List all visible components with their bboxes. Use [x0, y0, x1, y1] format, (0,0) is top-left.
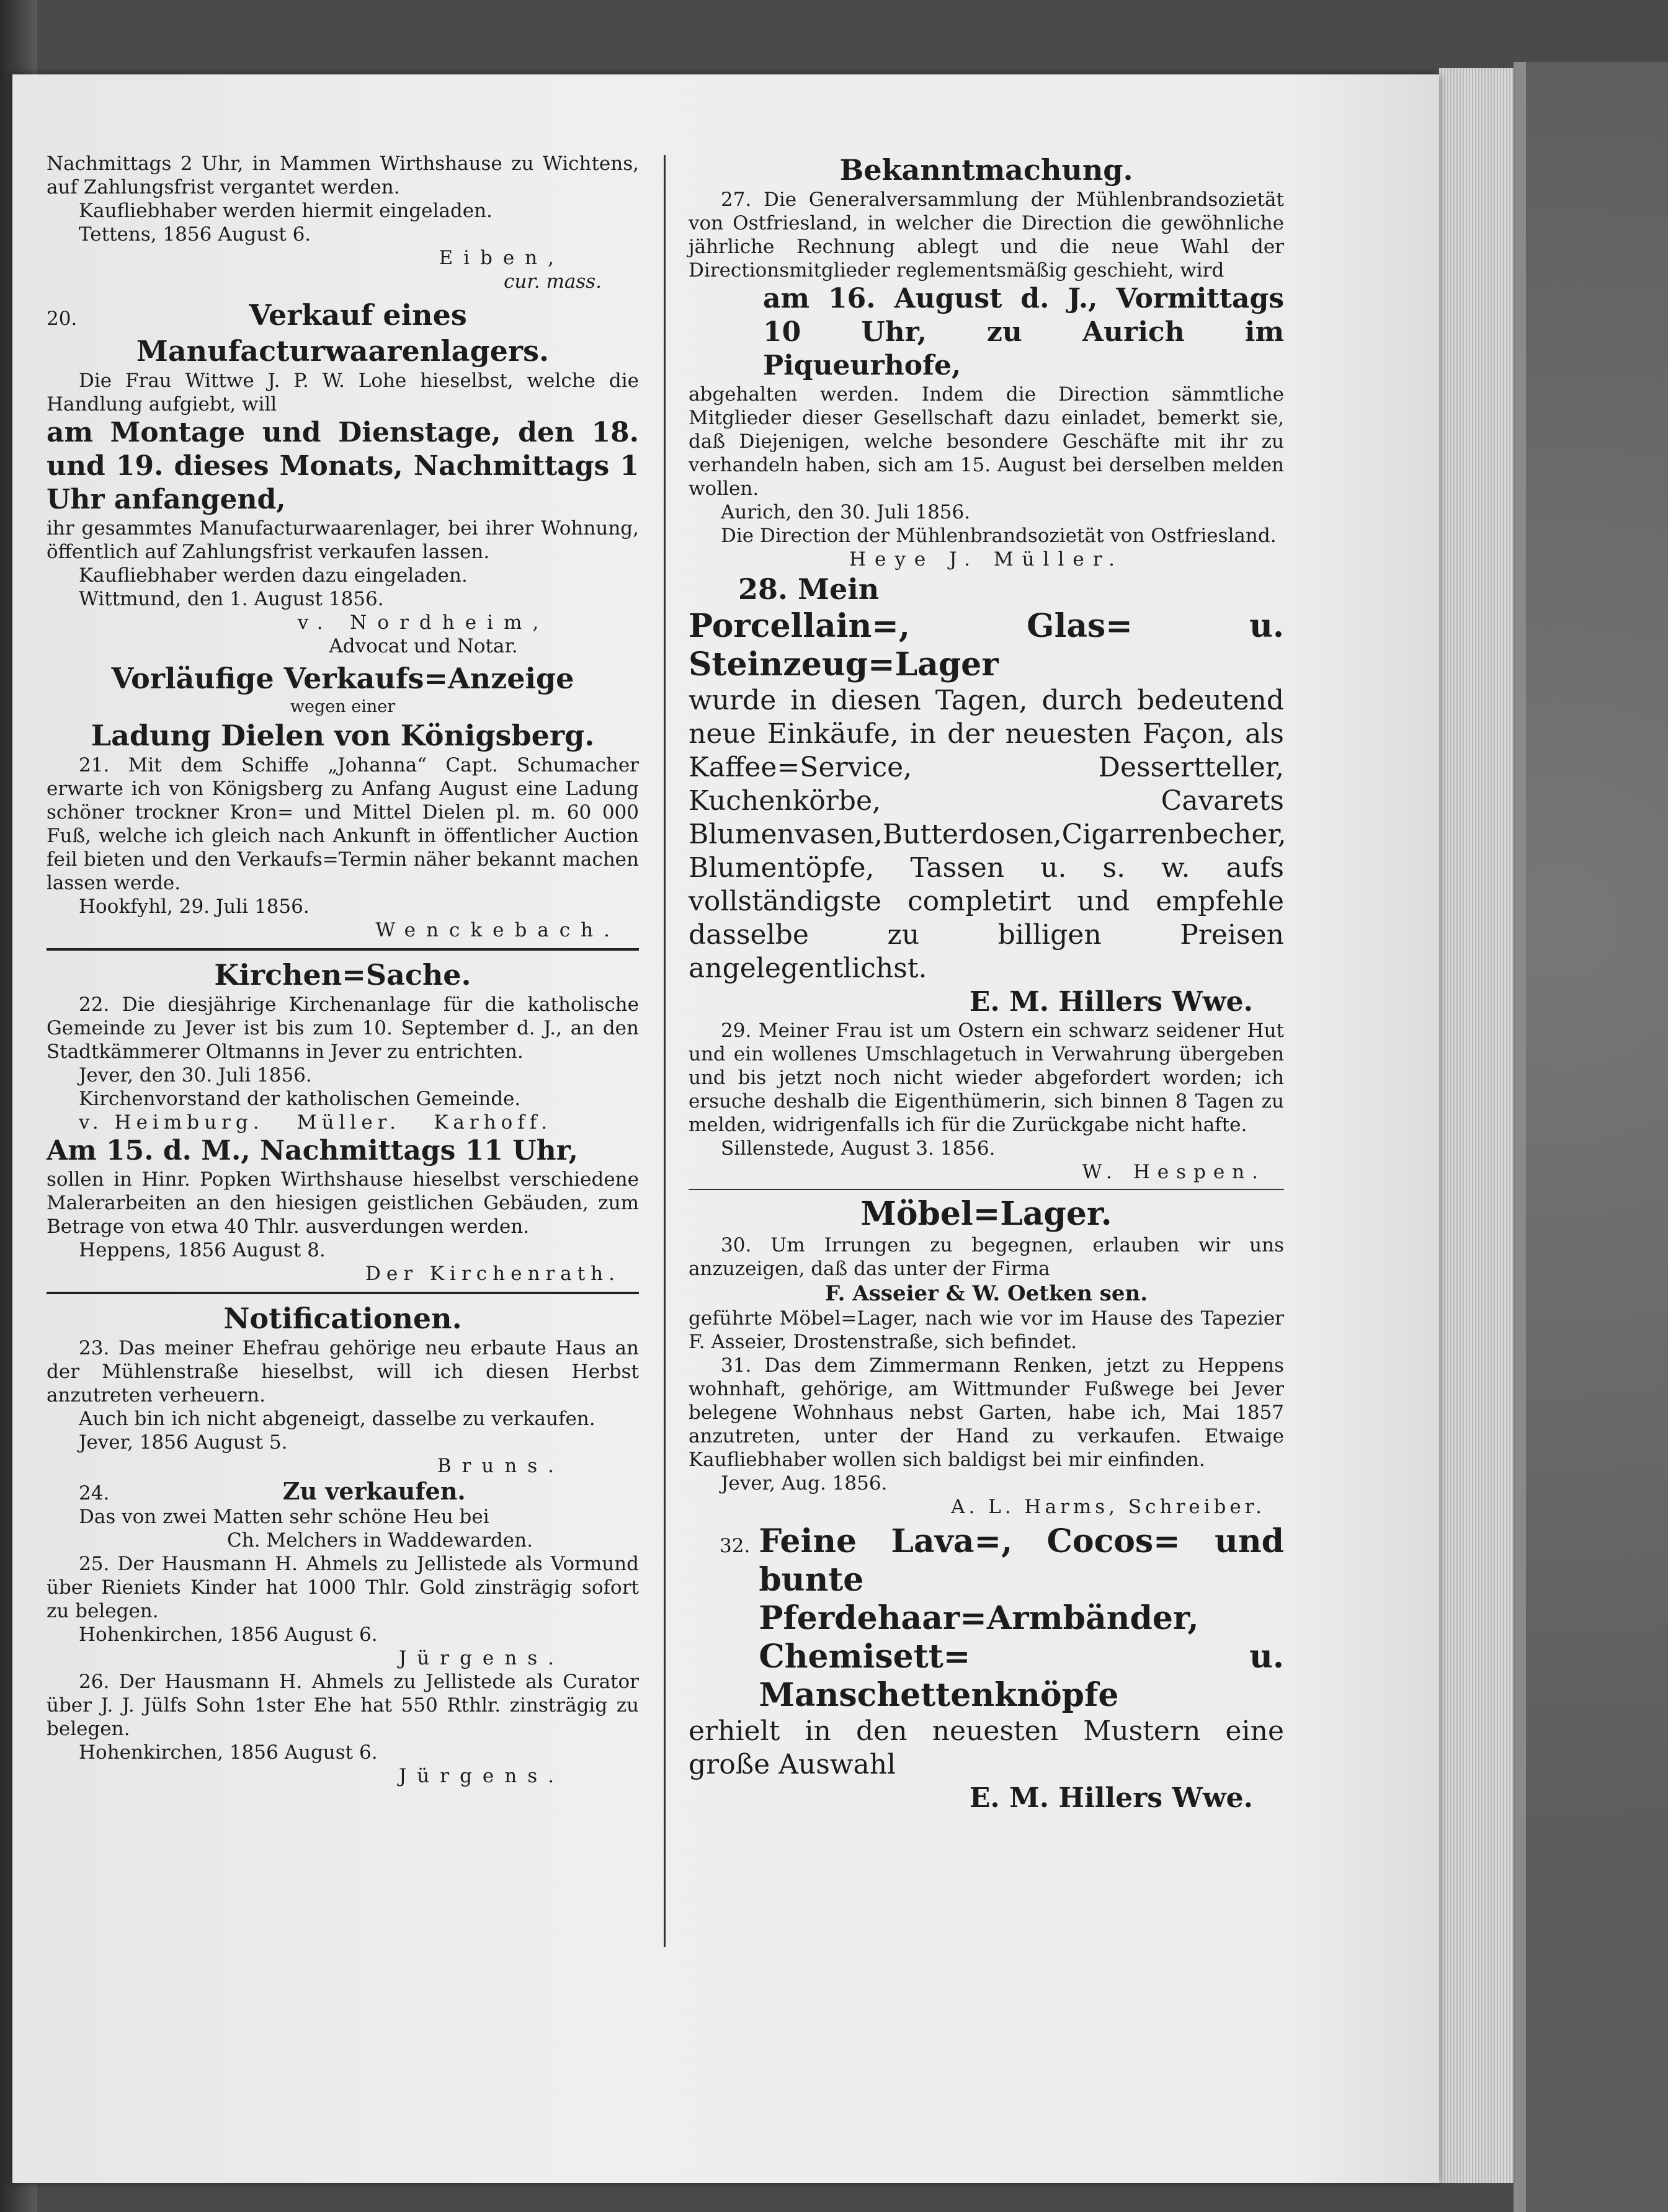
signature: v. Heimburg. [79, 1111, 264, 1134]
ad-heading: 28. Mein [738, 572, 880, 606]
text: 31. Das dem Zimmermann Renken, jetzt zu Heppens wohnhaft, gehörige, am Wittmunder Fußwege bei Jever belegene Wohnhaus nebst Garten, habe ich, Mai 1857 anzutreten, unter der Hand zu verkaufen. Etwaige Kaufliebhaber wollen sich baldigst bei mir einfinden. [689, 1354, 1284, 1471]
signature: Karhoff. [434, 1111, 552, 1134]
text: 22. Die diesjährige Kirchenanlage für die katholische Gemeinde zu Jever ist bis zum 10. September d. J., an den Stadtkämmerer Oltmanns in Jever zu entrichten. [47, 993, 639, 1063]
signature: Advocat und Notar. [329, 635, 518, 657]
text: Heppens, 1856 August 8. [79, 1239, 326, 1261]
text: 29. Meiner Frau ist um Ostern ein schwarz seidener Hut und ein wollenes Umschlagetuch in Verwahrung übergeben und bis jetzt noch nicht wieder abgefordert worden; ich ersuche deshalb die Eigenthümerin, sich binnen 8 Tagen zu melden, widrigenfalls ich für die Zurückgabe nicht hafte. [689, 1019, 1284, 1136]
text: Kaufliebhaber werden hiermit eingeladen. [79, 200, 493, 222]
signature: v. Nordheim, [297, 611, 550, 634]
signature: Wenckebach. [375, 919, 620, 941]
section-heading: Notificationen. [223, 1302, 462, 1335]
text: Kirchenvorstand der katholischen Gemeinde. [79, 1088, 521, 1110]
text: Auch bin ich nicht abgeneigt, dasselbe zu verkaufen. [79, 1408, 595, 1430]
text: Jever, Aug. 1856. [721, 1472, 888, 1495]
ad-number: 32. [720, 1535, 751, 1557]
ad-subheading: wegen einer [290, 697, 396, 716]
signature: E. M. Hillers Wwe. [969, 986, 1253, 1018]
text: Wittmund, den 1. August 1856. [79, 588, 384, 610]
book-cover-edge [1514, 62, 1526, 2212]
left-column [47, 152, 639, 1788]
text: abgehalten werden. Indem die Direction sämmtliche Mitglieder dieser Gesellschaft dazu einladet, bemerkt sie, daß Diejenigen, welche besondere Geschäfte mit ihr zu verhandeln haben, sich am 15. August bei derselben melden wollen. [689, 383, 1284, 500]
signature: A. L. Harms, Schreiber. [951, 1496, 1265, 1518]
signature: Bruns. [437, 1455, 564, 1477]
signature: E. M. Hillers Wwe. [969, 1782, 1253, 1814]
ad-body: wurde in diesen Tagen, durch bedeutend neue Einkäufe, in der neuesten Façon, als Kaffee=Service, Dessertteller, Kuchenkörbe, Cavarets Blumenvasen,Butterdosen,Cigarrenbecher, Blumentöpfe, Tassen u. s. w. aufs vollständigste completirt und empfehle dasselbe zu billigen Preisen angelegentlichst. [689, 685, 1287, 984]
text: 27. Die Generalversammlung der Mühlenbrandsozietät von Ostfriesland, in welcher die Direction die gewöhnliche jährliche Rechnung ablegt und die neue Wahl der Directionsmitglieder reglementsmäßig geschieht, wird [689, 189, 1284, 282]
separator [689, 1189, 1284, 1190]
ad-heading: Feine Lava=, Cocos= und bunte Pferdehaar=Armbänder, Chemisett= u. Manschettenknöpfe [759, 1522, 1284, 1714]
text: Das von zwei Matten sehr schöne Heu bei [79, 1506, 489, 1528]
ad-heading: Ladung Dielen von Königsberg. [91, 719, 595, 752]
page-edges [1439, 68, 1515, 2183]
text: Ch. Melchers in Waddewarden. [227, 1529, 533, 1552]
text: Sillenstede, August 3. 1856. [721, 1137, 996, 1160]
text: Jever, den 30. Juli 1856. [79, 1064, 312, 1086]
text: Aurich, den 30. Juli 1856. [721, 501, 971, 523]
signature: Müller. [297, 1111, 401, 1134]
ad-number: 20. [47, 308, 78, 330]
text: geführte Möbel=Lager, nach wie vor im Hause des Tapezier F. Asseier, Drostenstraße, sich befindet. [689, 1307, 1284, 1353]
text: Hookfyhl, 29. Juli 1856. [79, 895, 310, 918]
ad-heading: Zu verkaufen. [282, 1477, 466, 1505]
text: ihr gesammtes Manufacturwaarenlager, bei ihrer Wohnung, öffentlich auf Zahlungsfrist verkaufen lassen. [47, 517, 639, 563]
text: 30. Um Irrungen zu begegnen, erlauben wir uns anzuzeigen, daß das unter der Firma [689, 1234, 1284, 1280]
text: 26. Der Hausmann H. Ahmels zu Jellistede als Curator über J. J. Jülfs Sohn 1ster Ehe hat 550 Rthlr. zinsträgig zu belegen. [47, 1671, 639, 1740]
signature: Jürgens. [398, 1765, 564, 1787]
text: 23. Das meiner Ehefrau gehörige neu erbaute Haus an der Mühlenstraße hieselbst, will ich diesen Herbst anzutreten verheuern. [47, 1337, 639, 1406]
text: Hohenkirchen, 1856 August 6. [79, 1741, 378, 1764]
book-cover [1514, 62, 1668, 2212]
signature: W. Hespen. [1082, 1161, 1265, 1183]
separator [47, 948, 639, 951]
ad-headline: am Montage und Dienstage, den 18. und 19. dieses Monats, Nachmittags 1 Uhr anfangend, [47, 417, 639, 515]
text: sollen in Hinr. Popken Wirthshause hieselbst verschiedene Malerarbeiten an den hiesigen geistlichen Gebäuden, zum Betrage von etwa 40 Thlr. ausverdungen werden. [47, 1168, 639, 1238]
text: Die Direction der Mühlenbrandsozietät von Ostfriesland. [721, 525, 1277, 547]
ad-heading: Vorläufige Verkaufs=Anzeige [111, 662, 574, 695]
text: Tettens, 1856 August 6. [79, 223, 311, 246]
signature: cur. mass. [504, 270, 602, 293]
signature: Heye J. Müller. [849, 548, 1123, 571]
firm-name: F. Asseier & W. Oetken sen. [824, 1281, 1148, 1306]
text: Hohenkirchen, 1856 August 6. [79, 1623, 378, 1646]
ad-headline: am 16. August d. J., Vormittags 10 Uhr, zu Aurich im Piqueurhofe, [763, 283, 1284, 381]
signature: Der Kirchenrath. [365, 1263, 620, 1285]
column-divider [664, 155, 666, 1947]
ad-headline: Am 15. d. M., Nachmittags 11 Uhr, [47, 1135, 578, 1166]
right-column [689, 152, 1287, 1815]
ad-number: 24. [79, 1482, 110, 1504]
ad-heading: Kirchen=Sache. [214, 958, 471, 992]
ad-heading: Möbel=Lager. [860, 1195, 1112, 1233]
text: Die Frau Wittwe J. P. W. Lohe hieselbst, welche die Handlung aufgiebt, will [47, 370, 639, 415]
ad-heading: Manufacturwaarenlagers. [136, 334, 550, 368]
signature: Jürgens. [398, 1647, 564, 1669]
text: 25. Der Hausmann H. Ahmels zu Jellistede als Vormund über Rieniets Kinder hat 1000 Thlr. Gold zinsträgig sofort zu belegen. [47, 1553, 639, 1622]
section-heading: Bekanntmachung. [839, 153, 1133, 187]
separator [47, 1292, 639, 1294]
signature: Eiben, [439, 247, 564, 269]
text: 21. Mit dem Schiffe „Johanna“ Capt. Schumacher erwarte ich von Königsberg zu Anfang August eine Ladung schöner trockner Kron= und Mittel Dielen pl. m. 60 000 Fuß, welche ich gleich nach Ankunft in öffentlicher Auction feil bieten und den Verkaufs=Termin näher bekannt machen lassen werde. [47, 754, 639, 894]
text: Nachmittags 2 Uhr, in Mammen Wirthshause zu Wichtens, auf Zahlungsfrist vergantet werden. [47, 153, 639, 198]
text: Jever, 1856 August 5. [79, 1431, 288, 1454]
ad-body: erhielt in den neuesten Mustern eine große Auswahl [689, 1715, 1284, 1780]
ad-heading: Verkauf eines [249, 298, 467, 332]
ad-heading: Porcellain=, Glas= u. Steinzeug=Lager [689, 607, 1284, 683]
text: Kaufliebhaber werden dazu eingeladen. [79, 564, 468, 587]
